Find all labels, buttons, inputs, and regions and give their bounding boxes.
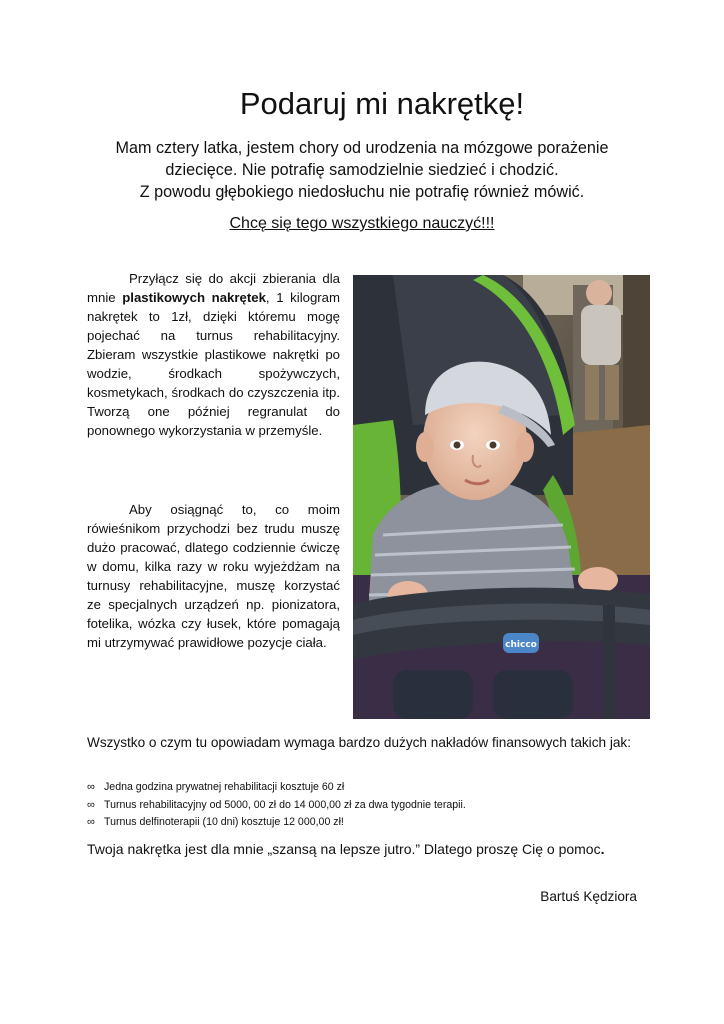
paragraph-2: Aby osiągnąć to, co moim rówieśnikom przychodzi bez trudu muszę dużo pracować, dlatego codziennie ćwiczę w domu, kilka razy w roku wyjeżdżam na turnusy rehabilitacyjne, muszę korzystać ze specjalnych urządzeń np. pionizatora, fotelika, wózka czy łusek, które pomagają mi utrzymywać prawidłowe pozycje ciała. [87,502,340,650]
infinity-bullet-icon: ∞ [87,816,95,828]
call-to-action: Chcę się tego wszystkiego nauczyć!!! [229,215,495,232]
closing-text [87,839,604,859]
intro-line-1: Mam cztery latka, jestem chory od urodzenia na mózgowe porażenie [115,139,609,157]
paragraph-1-end: , 1 kilogram nakrętek to 1zł, dzięki któremu mogę pojechać na turnus rehabilitacyjny. Zbieram wszystkie plastikowe nakrętki po wodzie, środkach spożywczych, kosmetykach, środkach do czyszczenia itp. Tworzą one później regranulat do ponownego wykorzystania w przemyśle. [87,290,341,438]
summary-text: Wszystko o czym tu opowiadam wymaga bardzo dużych nakładów finansowych takich jak: [87,735,631,750]
paragraph-therapy [87,500,340,652]
infinity-bullet-icon: ∞ [87,798,95,811]
cost-list [87,779,647,832]
list-item-text: Jedna godzina prywatnej rehabilitacji kosztuje 60 zł [104,781,345,793]
intro-line-3: Z powodu głębokiego niedosłuchu nie potrafię również mówić. [139,183,585,201]
intro-text [60,137,664,203]
closing-period: . [600,841,605,857]
list-item [87,779,647,797]
intro-line-2: dziecięce. Nie potrafię samodzielnie siedzieć i chodzić. [165,161,559,179]
stroller-brand-logo: chicco [505,640,537,650]
list-item-text: Turnus rehabilitacyjny od 5000, 00 zł do 14 000,00 zł za dwa tygodnie terapii. [104,798,466,811]
child-photo [353,275,650,719]
list-item [87,797,647,815]
list-item-text: Turnus delfinoterapii (10 dni) kosztuje 12 000,00 zł! [104,816,344,828]
list-item [87,814,647,832]
child-in-stroller-image [353,275,650,719]
signature: Bartuś Kędziora [540,889,637,904]
infinity-bullet-icon: ∞ [87,781,95,793]
page-title: Podaruj mi nakrętkę! [239,86,525,121]
paragraph-1-start: Przyłącz się do akcji zbierania dla mnie [87,271,340,305]
paragraph-collection [87,269,340,440]
paragraph-1-bold: plastikowych nakrętek [122,290,266,305]
closing-sentence: Twoja nakrętka jest dla mnie „szansą na lepsze jutro.” Dlatego proszę Cię o pomoc [87,841,601,857]
